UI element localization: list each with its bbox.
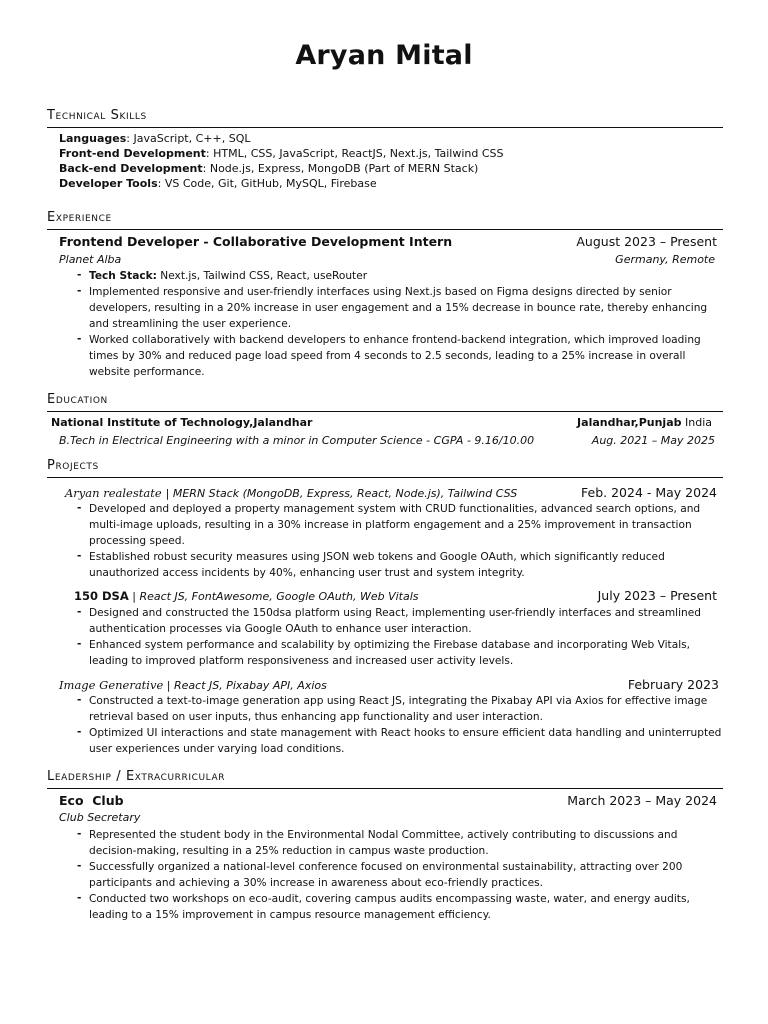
leadership-bullets <box>77 827 722 923</box>
skill-label: Languages <box>59 132 127 145</box>
company-name: Planet Alba <box>59 253 122 266</box>
skill-row-frontend <box>59 147 504 161</box>
experience-bullets <box>77 268 722 380</box>
section-rule <box>47 127 723 128</box>
list-item: - Successfully organized a national-level conference focused on environmental sustainability, attracting over 200 participants and achieving a 30% increase in awareness about eco-friendly practices. <box>77 859 722 891</box>
skill-label: Back-end Development <box>59 162 203 175</box>
list-item: - Implemented responsive and user-friendly interfaces using Next.js based on Figma designs directed by senior developers, resulting in a 20% increase in user engagement and a 15% decrease in bounce rate, thereby enhancing and streamlining the user experience. <box>77 284 722 332</box>
skill-row-tools <box>59 177 377 191</box>
org-dates: March 2023 – May 2024 <box>567 793 717 808</box>
section-rule <box>47 477 723 478</box>
section-title-projects: Projects <box>47 458 99 473</box>
section-title-education: Education <box>47 392 108 407</box>
techstack-value: Next.js, Tailwind CSS, React, useRouter <box>156 270 368 282</box>
job-location: Germany, Remote <box>615 253 715 266</box>
project-bullets <box>77 605 722 669</box>
project-header <box>65 485 517 502</box>
project-header <box>59 677 327 694</box>
techstack-label: Tech Stack: <box>89 270 157 282</box>
list-item: - Conducted two workshops on eco-audit, covering campus audits encompassing waste, water, and energy audits, leading to a 15% improvement in campus resource management efficiency. <box>77 891 722 923</box>
education-dates: Aug. 2021 – May 2025 <box>591 434 715 447</box>
org-name: Eco Club <box>59 793 124 808</box>
project-bullets <box>77 693 722 757</box>
section-rule <box>47 411 723 412</box>
list-item: - Established robust security measures using JSON web tokens and Google OAuth, which significantly reduced unauthorized access incidents by 40%, enhancing user trust and system integrity. <box>77 549 722 581</box>
school-country: India <box>681 416 712 429</box>
org-role: Club Secretary <box>59 811 141 824</box>
project-dates: Feb. 2024 - May 2024 <box>581 485 717 500</box>
list-item: - Designed and constructed the 150dsa platform using React, implementing user-friendly interfaces and streamlined authentication processes via Google OAuth to enhance user interaction. <box>77 605 722 637</box>
list-item: - Optimized UI interactions and state management with React hooks to ensure efficient data handling and uninterrupted user experiences under varying load conditions. <box>77 725 722 757</box>
skill-row-languages <box>59 132 251 146</box>
skill-value: : VS Code, Git, GitHub, MySQL, Firebase <box>157 177 377 190</box>
project-name: Image Generative <box>59 678 164 692</box>
job-dates: August 2023 – Present <box>576 234 717 249</box>
section-title-experience: Experience <box>47 210 112 225</box>
school-city: Jalandhar,Punjab <box>577 416 682 429</box>
school-name: National Institute of Technology,Jalandhar <box>51 416 313 429</box>
project-name: Aryan realestate <box>65 486 162 500</box>
project-stack: | React JS, Pixabay API, Axios <box>163 679 327 692</box>
list-item: - Constructed a text-to-image generation app using React JS, integrating the Pixabay API via Axios for effective image retrieval based on user inputs, thus enhancing app functionality and user interaction. <box>77 693 722 725</box>
skill-value: : Node.js, Express, MongoDB (Part of MERN Stack) <box>202 162 479 175</box>
project-dates: February 2023 <box>627 677 719 692</box>
list-item: - Worked collaboratively with backend developers to enhance frontend-backend integration, which improved loading times by 30% and reduced page load speed from 4 seconds to 2.5 seconds, leading to a 25% increase in overall website performance. <box>77 332 722 380</box>
project-name: 150 DSA <box>74 589 129 603</box>
skill-value: : HTML, CSS, JavaScript, ReactJS, Next.js, Tailwind CSS <box>205 147 504 160</box>
section-title-leadership: Leadership / Extracurricular <box>47 769 226 784</box>
section-title-skills: Technical Skills <box>47 108 147 123</box>
project-stack: | React JS, FontAwesome, Google OAuth, Web Vitals <box>128 590 419 603</box>
list-item <box>77 268 722 284</box>
degree: B.Tech in Electrical Engineering with a minor in Computer Science - CGPA - 9.16/10.00 <box>59 434 535 447</box>
list-item: - Developed and deployed a property management system with CRUD functionalities, advanced search options, and multi-image uploads, resulting in a 30% increase in platform engagement and a 25% improvement in transaction processing speed. <box>77 501 722 549</box>
skill-row-backend <box>59 162 478 176</box>
project-stack: | MERN Stack (MongoDB, Express, React, Node.js), Tailwind CSS <box>165 487 518 500</box>
job-title: Frontend Developer - Collaborative Development Intern <box>59 234 453 249</box>
skill-label: Front-end Development <box>59 147 206 160</box>
school-location <box>577 416 712 430</box>
skill-label: Developer Tools <box>59 177 158 190</box>
section-rule <box>47 788 723 789</box>
list-item: - Enhanced system performance and scalability by optimizing the Firebase database and incorporating Web Vitals, leading to improved platform responsiveness and increased user activity levels. <box>77 637 722 669</box>
list-item: - Represented the student body in the Environmental Nodal Committee, actively contributing to discussions and decision-making, resulting in a 25% reduction in campus waste production. <box>77 827 722 859</box>
project-dates: July 2023 – Present <box>597 588 717 603</box>
project-header <box>74 588 419 605</box>
skill-value: : JavaScript, C++, SQL <box>126 132 251 145</box>
candidate-name: Aryan Mital <box>295 40 473 71</box>
project-bullets <box>77 501 722 581</box>
section-rule <box>47 229 723 230</box>
